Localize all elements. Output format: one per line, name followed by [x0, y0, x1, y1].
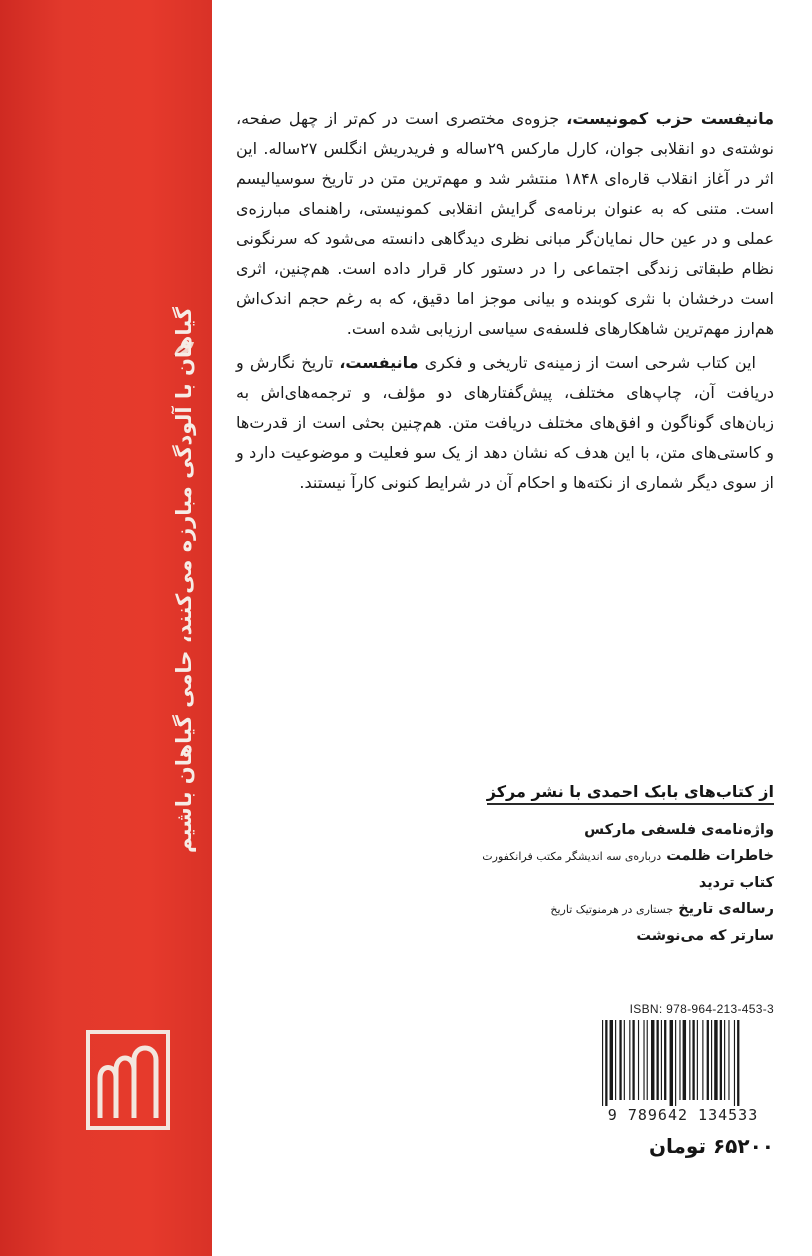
book-title: رساله‌ی تاریخ: [678, 901, 774, 917]
book-title: خاطرات ظلمت: [666, 848, 774, 864]
barcode-digits: 9 789642 134533: [607, 1106, 759, 1124]
back-cover-blurb: [236, 104, 774, 502]
blurb-title-emphasis: مانیفست حزب کمونیست،: [566, 109, 775, 128]
book-title: کتاب تردید: [698, 875, 774, 891]
book-subtitle: درباره‌ی سه اندیشگر مکتب فرانکفورت: [482, 850, 662, 863]
isbn-label: ISBN: 978-964-213-453-3: [629, 1002, 774, 1016]
book-subtitle: جستاری در هرمنوتیک تاریخ: [550, 903, 674, 916]
barcode-icon: [600, 1020, 774, 1106]
other-books-section: [330, 782, 774, 951]
book-title: سارتر که می‌نوشت: [636, 928, 774, 944]
blurb-paragraph-1: [236, 104, 774, 344]
blurb-manifesto-emphasis: مانیفست،: [339, 353, 419, 372]
spine-slogan: گیاهان با آلودگی مبارزه می‌کنند، حامی گیاهان باشیم: [172, 307, 196, 853]
blurb-paragraph-1-text: جزوه‌ی مختصری است در کم‌تر از چهل صفحه، نوشته‌ی دو انقلابی جوان، کارل مارکس ۲۹ساله و فریدریش انگلس ۲۷ساله. این اثر در آغاز انقلاب قاره‌ای ۱۸۴۸ منتشر شد و مهم‌ترین متن در تاریخ سوسیالیسم است. متنی که به عنوان برنامه‌ی گرایش انقلابی کمونیستی، راهنمای مبارزه‌ی عملی و در عین حال نمایان‌گر مبانی نظری دیدگاهی دانسته می‌شود که سرنگونی نظام طبقاتی زندگی اجتماعی را در دستور کار قرار داده است. هم‌چنین، اثری است درخشان با نثری کوبنده و بیانی موجز اما دقیق، که به رغم حجم اندک‌اش هم‌ارز مهم‌ترین شاهکارهای فلسفه‌ی سیاسی ارزیابی شده است.: [236, 109, 775, 338]
blurb-paragraph-2-lead: این کتاب شرحی است از زمینه‌ی تاریخی و فکری: [424, 353, 756, 372]
book-item: [330, 872, 774, 894]
blurb-paragraph-2-text: تاریخ نگارش و دریافت آن، چاپ‌های مختلف، پیش‌گفتارهای دو مؤلف، و ترجمه‌های‌اش به زبان‌های گوناگون و افق‌های مختلف دریافت متن. هم‌چنین بحثی است از قدرت‌ها و کاستی‌های متن، با این هدف که نشان دهد از یک سو فعلیت و موضوعیت دارد و از سوی دیگر شماری از نکته‌ها و احکام آن در شرایط کنونی کارآ نیستند.: [236, 353, 774, 492]
book-item: [330, 898, 774, 921]
red-spine-strip: [0, 0, 212, 1256]
blurb-paragraph-2: [236, 348, 774, 498]
book-item: [330, 845, 774, 868]
book-item: [330, 925, 774, 947]
publisher-logo-icon: [86, 1030, 170, 1130]
spine-slogan-wrapper: [166, 307, 202, 853]
book-title: واژه‌نامه‌ی فلسفی مارکس: [584, 822, 774, 838]
price-label: ۶۵۲۰۰ تومان: [648, 1134, 774, 1158]
other-books-heading: از کتاب‌های بابک احمدی با نشر مرکز: [487, 782, 774, 805]
book-item: [330, 819, 774, 841]
